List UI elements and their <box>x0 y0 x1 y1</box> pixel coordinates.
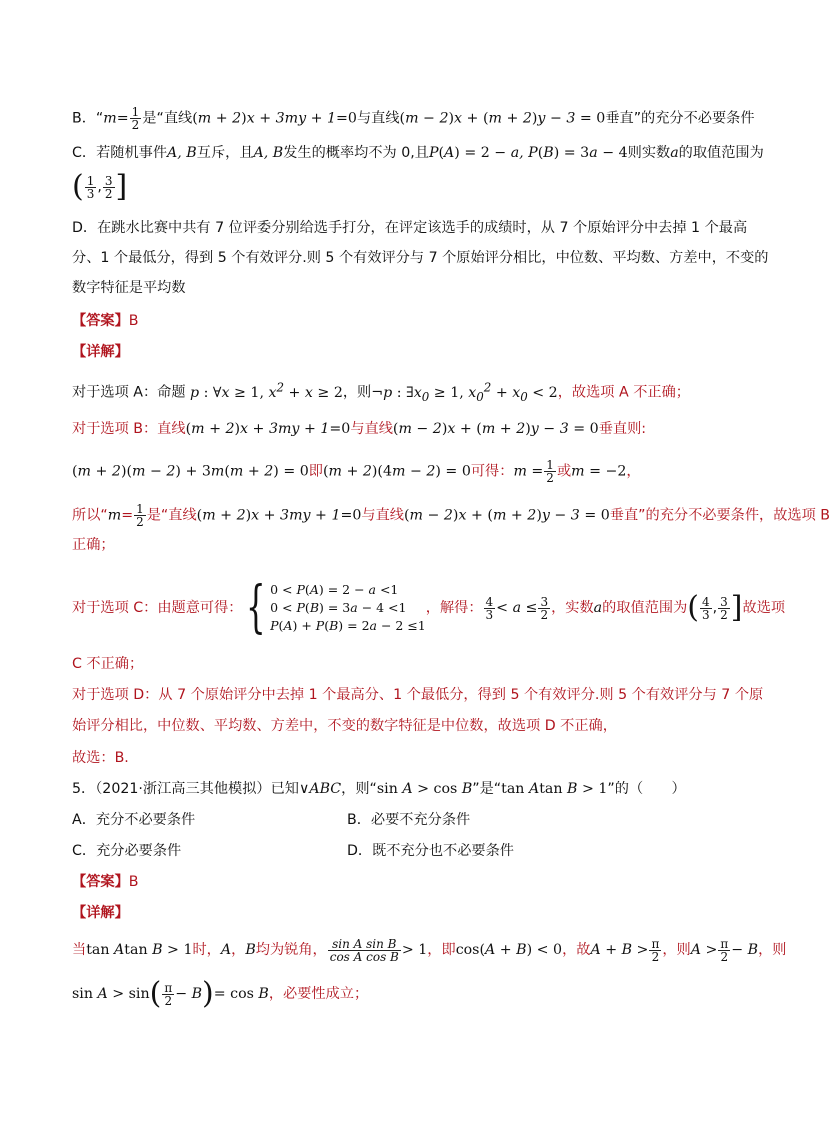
choice-b: B．必要不充分条件 <box>347 812 471 828</box>
option-d-line2: 分、1 个最低分，得到 5 个有效评分.则 5 个有效评分与 7 个原始评分相比，中位数、平均数、方差中，不变的 <box>72 250 769 266</box>
analysis-final-line1: 当tan Atan B > 1时，A，B均为锐角， $\frac{\text{sin A sin B}}{\text{cos A cos B}}$ > 1，即cos(A + B) < 0，故A + B > $\frac{\pi}{2}$ ，则A > $\frac{\pi}{2}$ − B，则 <box>72 936 787 964</box>
answer-label-2: 【答案】B <box>72 874 139 890</box>
analysis-b-line2: (m + 2)(m − 2) + 3m(m + 2) = 0即(m + 2)(4m − 2) = 0可得：m = $\frac{1}{2}$ 或m = −2， <box>72 458 641 485</box>
analysis-b-line4: 正确； <box>72 537 115 553</box>
option-d-line1: D．在跳水比赛中共有 7 位评委分别给选手打分，在评定该选手的成绩时，从 7 个原始评分中去掉 1 个最高 <box>72 220 748 236</box>
detail-label-2: 【详解】 <box>72 905 129 921</box>
option-c-range: ( $\frac{1}{3}$ , $\frac{3}{2}$ ] <box>72 169 128 204</box>
choice-c: C．充分必要条件 <box>72 843 182 859</box>
analysis-a: 对于选项 A：命题 p : ∀x ≥ 1, $x^2 + x \ge 2$，则¬p : $\exists x_0 \ge 1$, $x_0^2 + x_0 < 2$，故选项 A 不正确； <box>72 380 690 404</box>
analysis-c-line1: 对于选项 C：由题意可得：{ 0 < P(A) = 2 − a <1 0 < P(B) = 3a − 4 <1 P(A) + P(B) = 2a − 2 ≤1，解得： $\frac{4}{3}$ < a ≤ $\frac{3}{2}$ ，实数a的取值范围为( $\frac{4}{3}$ , $\frac{3}{2}$ ]故选项 <box>72 575 786 640</box>
analysis-c-line2: C 不正确； <box>72 656 144 672</box>
detail-label: 【详解】 <box>72 344 129 360</box>
option-d-line3: 数字特征是平均数 <box>72 280 186 296</box>
choice-d: D．既不充分也不必要条件 <box>347 843 514 859</box>
question-5-stem: 5．（2021·浙江高三其他模拟）已知∨ABC，则“sin A > cos B”是“tan Atan B > 1”的（ ） <box>72 781 686 797</box>
choose-label: 故选：B. <box>72 750 129 766</box>
answer-label: 【答案】B <box>72 313 139 329</box>
option-b: B．“m= $\frac{1}{2}$ 是“直线(m + 2)x + 3my + 1=0与直线(m − 2)x + (m + 2)y − 3 = 0垂直”的充分不必要条件 <box>72 105 755 132</box>
option-c: C．若随机事件A, B互斥，且A, B发生的概率均不为 0,且P(A) = 2 − a, P(B) = 3a − 4则实数a的取值范围为 <box>72 145 764 161</box>
analysis-d-line1: 对于选项 D：从 7 个原始评分中去掉 1 个最高分、1 个最低分，得到 5 个有效评分.则 5 个有效评分与 7 个原 <box>72 687 764 703</box>
analysis-d-line2: 始评分相比，中位数、平均数、方差中，不变的数字特征是中位数，故选项 D 不正确， <box>72 718 617 734</box>
choice-a: A．充分不必要条件 <box>72 812 196 828</box>
analysis-final-line2: sin A > sin( $\frac{\pi}{2}$ − B)= cos B，必要性成立； <box>72 976 369 1011</box>
analysis-b-line3: 所以“m= $\frac{1}{2}$ 是“直线(m + 2)x + 3my + 1=0与直线(m − 2)x + (m + 2)y − 3 = 0垂直”的充分不必要条件，故选项 B <box>72 502 830 529</box>
analysis-b-line1: 对于选项 B：直线(m + 2)x + 3my + 1=0与直线(m − 2)x + (m + 2)y − 3 = 0垂直则: <box>72 421 647 437</box>
